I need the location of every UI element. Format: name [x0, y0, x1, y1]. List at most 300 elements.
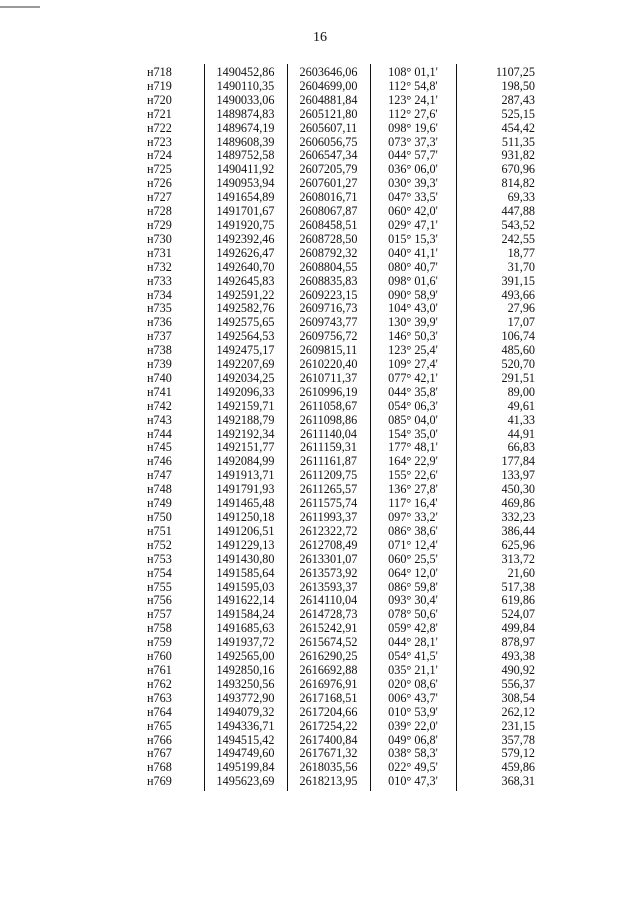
y-coordinate-cell: 2604881,84: [287, 94, 370, 108]
segment-length-cell: 27,96: [456, 302, 542, 316]
point-name-cell: н747: [147, 468, 172, 483]
direction-angle-cell: 123° 25,4': [370, 344, 456, 358]
direction-angle-cell: 130° 39,9': [370, 316, 456, 330]
point-name-cell: н740: [147, 370, 172, 385]
x-coordinate-cell: 1494749,60: [204, 747, 287, 761]
table-row: [120, 636, 542, 650]
point-name-cell: н766: [147, 732, 172, 747]
segment-length-cell: 556,37: [456, 678, 542, 692]
x-coordinate-cell: 1491937,72: [204, 636, 287, 650]
x-coordinate-cell: 1494079,32: [204, 706, 287, 720]
y-coordinate-cell: 2611140,04: [287, 428, 370, 442]
point-name-cell: н763: [147, 690, 172, 705]
y-coordinate-cell: 2610711,37: [287, 372, 370, 386]
direction-angle-cell: 086° 38,6': [370, 525, 456, 539]
y-coordinate-cell: 2618213,95: [287, 775, 370, 791]
segment-length-cell: 41,33: [456, 414, 542, 428]
direction-angle-cell: 022° 49,5': [370, 761, 456, 775]
direction-angle-cell: 054° 06,3': [370, 400, 456, 414]
direction-angle-cell: 123° 24,1': [370, 94, 456, 108]
x-coordinate-cell: 1495623,69: [204, 775, 287, 791]
segment-length-cell: 499,84: [456, 622, 542, 636]
y-coordinate-cell: 2607601,27: [287, 177, 370, 191]
segment-length-cell: 493,66: [456, 289, 542, 303]
direction-angle-cell: 112° 27,6': [370, 108, 456, 122]
segment-length-cell: 447,88: [456, 205, 542, 219]
table-row: [120, 720, 542, 734]
y-coordinate-cell: 2611098,86: [287, 414, 370, 428]
point-name-cell: н751: [147, 523, 172, 538]
point-name-cell: н736: [147, 315, 172, 330]
point-name-cell: н726: [147, 176, 172, 191]
table-row: [120, 664, 542, 678]
y-coordinate-cell: 2608835,83: [287, 275, 370, 289]
y-coordinate-cell: 2617671,32: [287, 747, 370, 761]
x-coordinate-cell: 1493772,90: [204, 692, 287, 706]
x-coordinate-cell: 1491250,18: [204, 511, 287, 525]
x-coordinate-cell: 1490953,94: [204, 177, 287, 191]
table-row: [120, 177, 542, 191]
table-row: [120, 483, 542, 497]
coordinates-table-body: [120, 64, 542, 791]
x-coordinate-cell: 1490033,06: [204, 94, 287, 108]
point-name-cell: н749: [147, 496, 172, 511]
segment-length-cell: 198,50: [456, 80, 542, 94]
y-coordinate-cell: 2609223,15: [287, 289, 370, 303]
point-name-cell: н722: [147, 120, 172, 135]
y-coordinate-cell: 2615242,91: [287, 622, 370, 636]
table-row: [120, 497, 542, 511]
direction-angle-cell: 073° 37,3': [370, 136, 456, 150]
direction-angle-cell: 047° 33,5': [370, 191, 456, 205]
point-name-cell: н720: [147, 92, 172, 107]
direction-angle-cell: 071° 12,4': [370, 539, 456, 553]
x-coordinate-cell: 1492645,83: [204, 275, 287, 289]
y-coordinate-cell: 2605607,11: [287, 122, 370, 136]
point-name-cell: н764: [147, 704, 172, 719]
segment-length-cell: 106,74: [456, 330, 542, 344]
table-row: [120, 358, 542, 372]
segment-length-cell: 49,61: [456, 400, 542, 414]
segment-length-cell: 450,30: [456, 483, 542, 497]
point-name-cell: н734: [147, 287, 172, 302]
segment-length-cell: 931,82: [456, 149, 542, 163]
y-coordinate-cell: 2609716,73: [287, 302, 370, 316]
point-name-cell: н768: [147, 760, 172, 775]
table-row: [120, 581, 542, 595]
direction-angle-cell: 044° 35,8': [370, 386, 456, 400]
segment-length-cell: 490,92: [456, 664, 542, 678]
direction-angle-cell: 006° 43,7': [370, 692, 456, 706]
table-row: [120, 302, 542, 316]
y-coordinate-cell: 2617254,22: [287, 720, 370, 734]
table-row: [120, 108, 542, 122]
y-coordinate-cell: 2609756,72: [287, 330, 370, 344]
point-name-cell: н758: [147, 621, 172, 636]
point-name-cell: н755: [147, 579, 172, 594]
direction-angle-cell: 029° 47,1': [370, 219, 456, 233]
direction-angle-cell: 060° 25,5': [370, 553, 456, 567]
x-coordinate-cell: 1489752,58: [204, 149, 287, 163]
x-coordinate-cell: 1492640,70: [204, 261, 287, 275]
segment-length-cell: 579,12: [456, 747, 542, 761]
segment-length-cell: 459,86: [456, 761, 542, 775]
x-coordinate-cell: 1489674,19: [204, 122, 287, 136]
segment-length-cell: 670,96: [456, 163, 542, 177]
segment-length-cell: 89,00: [456, 386, 542, 400]
table-row: [120, 706, 542, 720]
x-coordinate-cell: 1491430,80: [204, 553, 287, 567]
direction-angle-cell: 040° 41,1': [370, 247, 456, 261]
x-coordinate-cell: 1489874,83: [204, 108, 287, 122]
direction-angle-cell: 109° 27,4': [370, 358, 456, 372]
table-row: [120, 80, 542, 94]
point-name-cell: н759: [147, 635, 172, 650]
direction-angle-cell: 078° 50,6': [370, 608, 456, 622]
x-coordinate-cell: 1491584,24: [204, 608, 287, 622]
point-name-cell: н748: [147, 482, 172, 497]
x-coordinate-cell: 1492591,22: [204, 289, 287, 303]
y-coordinate-cell: 2613573,92: [287, 567, 370, 581]
y-coordinate-cell: 2617204,66: [287, 706, 370, 720]
y-coordinate-cell: 2613593,37: [287, 581, 370, 595]
segment-length-cell: 543,52: [456, 219, 542, 233]
y-coordinate-cell: 2617400,84: [287, 734, 370, 748]
x-coordinate-cell: 1491229,13: [204, 539, 287, 553]
direction-angle-cell: 136° 27,8': [370, 483, 456, 497]
direction-angle-cell: 039° 22,0': [370, 720, 456, 734]
point-name-cell: н750: [147, 510, 172, 524]
y-coordinate-cell: 2612708,49: [287, 539, 370, 553]
point-name-cell: н730: [147, 231, 172, 246]
scan-edge-mark: [0, 0, 40, 8]
table-row: [120, 344, 542, 358]
point-name-cell: н744: [147, 426, 172, 441]
table-row: [120, 219, 542, 233]
point-name-cell: н752: [147, 537, 172, 552]
point-name-cell: н765: [147, 718, 172, 733]
table-row: [120, 511, 542, 525]
segment-length-cell: 44,91: [456, 428, 542, 442]
direction-angle-cell: 093° 30,4': [370, 594, 456, 608]
direction-angle-cell: 155° 22,6': [370, 469, 456, 483]
y-coordinate-cell: 2613301,07: [287, 553, 370, 567]
table-row: [120, 567, 542, 581]
point-name-cell: н761: [147, 662, 172, 677]
x-coordinate-cell: 1490110,35: [204, 80, 287, 94]
table-row: [120, 761, 542, 775]
x-coordinate-cell: 1492850,16: [204, 664, 287, 678]
y-coordinate-cell: 2618035,56: [287, 761, 370, 775]
y-coordinate-cell: 2614110,04: [287, 594, 370, 608]
direction-angle-cell: 054° 41,5': [370, 650, 456, 664]
table-row: [120, 594, 542, 608]
point-name-cell: н724: [147, 148, 172, 163]
y-coordinate-cell: 2604699,00: [287, 80, 370, 94]
direction-angle-cell: 015° 15,3': [370, 233, 456, 247]
segment-length-cell: 291,51: [456, 372, 542, 386]
x-coordinate-cell: 1492084,99: [204, 455, 287, 469]
table-row: [120, 316, 542, 330]
table-row: [120, 525, 542, 539]
segment-length-cell: 69,33: [456, 191, 542, 205]
table-row: [120, 386, 542, 400]
x-coordinate-cell: 1491791,93: [204, 483, 287, 497]
table-row: [120, 622, 542, 636]
direction-angle-cell: 154° 35,0': [370, 428, 456, 442]
segment-length-cell: 814,82: [456, 177, 542, 191]
point-name-cell: н727: [147, 190, 172, 205]
x-coordinate-cell: 1492475,17: [204, 344, 287, 358]
y-coordinate-cell: 2615674,52: [287, 636, 370, 650]
table-row: [120, 469, 542, 483]
segment-length-cell: 357,78: [456, 734, 542, 748]
point-name-cell: н737: [147, 329, 172, 344]
y-coordinate-cell: 2611575,74: [287, 497, 370, 511]
direction-angle-cell: 098° 01,6': [370, 275, 456, 289]
y-coordinate-cell: 2608728,50: [287, 233, 370, 247]
x-coordinate-cell: 1490452,86: [204, 64, 287, 80]
table-row: [120, 692, 542, 706]
segment-length-cell: 619,86: [456, 594, 542, 608]
point-name-cell: н739: [147, 357, 172, 372]
table-row: [120, 441, 542, 455]
segment-length-cell: 1107,25: [456, 64, 542, 80]
segment-length-cell: 517,38: [456, 581, 542, 595]
segment-length-cell: 368,31: [456, 775, 542, 791]
x-coordinate-cell: 1492159,71: [204, 400, 287, 414]
point-name-cell: н735: [147, 301, 172, 316]
point-name-cell: н762: [147, 676, 172, 691]
direction-angle-cell: 177° 48,1': [370, 441, 456, 455]
x-coordinate-cell: 1491654,89: [204, 191, 287, 205]
direction-angle-cell: 080° 40,7': [370, 261, 456, 275]
direction-angle-cell: 030° 39,3': [370, 177, 456, 191]
table-row: [120, 94, 542, 108]
coordinates-table: [120, 64, 542, 791]
table-row: [120, 608, 542, 622]
segment-length-cell: 625,96: [456, 539, 542, 553]
direction-angle-cell: 020° 08,6': [370, 678, 456, 692]
point-name-cell: н756: [147, 593, 172, 608]
direction-angle-cell: 010° 47,3': [370, 775, 456, 791]
segment-length-cell: 524,07: [456, 608, 542, 622]
segment-length-cell: 177,84: [456, 455, 542, 469]
table-row: [120, 455, 542, 469]
segment-length-cell: 525,15: [456, 108, 542, 122]
table-row: [120, 289, 542, 303]
direction-angle-cell: 049° 06,8': [370, 734, 456, 748]
y-coordinate-cell: 2610220,40: [287, 358, 370, 372]
y-coordinate-cell: 2611993,37: [287, 511, 370, 525]
segment-length-cell: 454,42: [456, 122, 542, 136]
x-coordinate-cell: 1491585,64: [204, 567, 287, 581]
x-coordinate-cell: 1491685,63: [204, 622, 287, 636]
y-coordinate-cell: 2608016,71: [287, 191, 370, 205]
direction-angle-cell: 060° 42,0': [370, 205, 456, 219]
point-name-cell: н769: [147, 774, 172, 789]
table-row: [120, 149, 542, 163]
segment-length-cell: 511,35: [456, 136, 542, 150]
x-coordinate-cell: 1492034,25: [204, 372, 287, 386]
y-coordinate-cell: 2609815,11: [287, 344, 370, 358]
y-coordinate-cell: 2612322,72: [287, 525, 370, 539]
direction-angle-cell: 010° 53,9': [370, 706, 456, 720]
table-row: [120, 734, 542, 748]
table-row: [120, 247, 542, 261]
x-coordinate-cell: 1491465,48: [204, 497, 287, 511]
point-name-cell: н733: [147, 273, 172, 288]
table-row: [120, 64, 542, 80]
segment-length-cell: 332,23: [456, 511, 542, 525]
direction-angle-cell: 077° 42,1': [370, 372, 456, 386]
table-row: [120, 747, 542, 761]
y-coordinate-cell: 2603646,06: [287, 64, 370, 80]
table-row: [120, 678, 542, 692]
y-coordinate-cell: 2608458,51: [287, 219, 370, 233]
table-row: [120, 330, 542, 344]
x-coordinate-cell: 1492575,65: [204, 316, 287, 330]
x-coordinate-cell: 1492626,47: [204, 247, 287, 261]
segment-length-cell: 242,55: [456, 233, 542, 247]
y-coordinate-cell: 2611161,87: [287, 455, 370, 469]
direction-angle-cell: 038° 58,3': [370, 747, 456, 761]
segment-length-cell: 66,83: [456, 441, 542, 455]
segment-length-cell: 18,77: [456, 247, 542, 261]
table-row: [120, 400, 542, 414]
segment-length-cell: 31,70: [456, 261, 542, 275]
point-name-cell: н743: [147, 412, 172, 427]
point-name-cell: н757: [147, 607, 172, 622]
x-coordinate-cell: 1492207,69: [204, 358, 287, 372]
point-name-cell: н754: [147, 565, 172, 580]
y-coordinate-cell: 2609743,77: [287, 316, 370, 330]
y-coordinate-cell: 2608804,55: [287, 261, 370, 275]
x-coordinate-cell: 1492188,79: [204, 414, 287, 428]
direction-angle-cell: 044° 57,7': [370, 149, 456, 163]
segment-length-cell: 485,60: [456, 344, 542, 358]
table-row: [120, 261, 542, 275]
direction-angle-cell: 085° 04,0': [370, 414, 456, 428]
point-name-cell: н742: [147, 398, 172, 413]
direction-angle-cell: 090° 58,9': [370, 289, 456, 303]
y-coordinate-cell: 2611209,75: [287, 469, 370, 483]
direction-angle-cell: 035° 21,1': [370, 664, 456, 678]
direction-angle-cell: 098° 19,6': [370, 122, 456, 136]
x-coordinate-cell: 1490411,92: [204, 163, 287, 177]
table-row: [120, 136, 542, 150]
segment-length-cell: 391,15: [456, 275, 542, 289]
y-coordinate-cell: 2616692,88: [287, 664, 370, 678]
point-name-cell: н746: [147, 454, 172, 469]
point-name-cell: н738: [147, 343, 172, 358]
point-name-cell: н745: [147, 440, 172, 455]
direction-angle-cell: 097° 33,2': [370, 511, 456, 525]
y-coordinate-cell: 2614728,73: [287, 608, 370, 622]
x-coordinate-cell: 1492151,77: [204, 441, 287, 455]
x-coordinate-cell: 1492565,00: [204, 650, 287, 664]
segment-length-cell: 21,60: [456, 567, 542, 581]
point-name-cell: н760: [147, 649, 172, 664]
x-coordinate-cell: 1492392,46: [204, 233, 287, 247]
point-name-cell: н741: [147, 384, 172, 399]
x-coordinate-cell: 1491206,51: [204, 525, 287, 539]
point-name-cell: н721: [147, 106, 172, 121]
y-coordinate-cell: 2617168,51: [287, 692, 370, 706]
x-coordinate-cell: 1492582,76: [204, 302, 287, 316]
segment-length-cell: 231,15: [456, 720, 542, 734]
table-row: [120, 275, 542, 289]
direction-angle-cell: 112° 54,8': [370, 80, 456, 94]
point-name-cell: н732: [147, 259, 172, 274]
segment-length-cell: 878,97: [456, 636, 542, 650]
table-row: [120, 428, 542, 442]
direction-angle-cell: 064° 12,0': [370, 567, 456, 581]
y-coordinate-cell: 2606547,34: [287, 149, 370, 163]
x-coordinate-cell: 1491913,71: [204, 469, 287, 483]
segment-length-cell: 133,97: [456, 469, 542, 483]
y-coordinate-cell: 2608067,87: [287, 205, 370, 219]
direction-angle-cell: 036° 06,0': [370, 163, 456, 177]
y-coordinate-cell: 2616976,91: [287, 678, 370, 692]
point-name-cell: н718: [147, 65, 172, 79]
segment-length-cell: 520,70: [456, 358, 542, 372]
table-row: [120, 372, 542, 386]
point-name-cell: н728: [147, 204, 172, 219]
segment-length-cell: 386,44: [456, 525, 542, 539]
x-coordinate-cell: 1492192,34: [204, 428, 287, 442]
x-coordinate-cell: 1492564,53: [204, 330, 287, 344]
segment-length-cell: 469,86: [456, 497, 542, 511]
segment-length-cell: 262,12: [456, 706, 542, 720]
point-name-cell: н725: [147, 162, 172, 177]
direction-angle-cell: 059° 42,8': [370, 622, 456, 636]
table-row: [120, 650, 542, 664]
point-name-cell: н731: [147, 245, 172, 260]
y-coordinate-cell: 2607205,79: [287, 163, 370, 177]
x-coordinate-cell: 1493250,56: [204, 678, 287, 692]
table-row: [120, 233, 542, 247]
point-name-cell: н753: [147, 551, 172, 566]
point-name-cell: н719: [147, 78, 172, 93]
direction-angle-cell: 117° 16,4': [370, 497, 456, 511]
x-coordinate-cell: 1494336,71: [204, 720, 287, 734]
y-coordinate-cell: 2605121,80: [287, 108, 370, 122]
direction-angle-cell: 086° 59,8': [370, 581, 456, 595]
y-coordinate-cell: 2616290,25: [287, 650, 370, 664]
direction-angle-cell: 164° 22,9': [370, 455, 456, 469]
direction-angle-cell: 146° 50,3': [370, 330, 456, 344]
x-coordinate-cell: 1491622,14: [204, 594, 287, 608]
y-coordinate-cell: 2611159,31: [287, 441, 370, 455]
table-row: [120, 122, 542, 136]
y-coordinate-cell: 2610996,19: [287, 386, 370, 400]
x-coordinate-cell: 1491701,67: [204, 205, 287, 219]
table-row: [120, 191, 542, 205]
y-coordinate-cell: 2611058,67: [287, 400, 370, 414]
table-row: [120, 163, 542, 177]
segment-length-cell: 287,43: [456, 94, 542, 108]
direction-angle-cell: 108° 01,1': [370, 64, 456, 80]
point-name-cell: н729: [147, 217, 172, 232]
table-row: [120, 539, 542, 553]
segment-length-cell: 17,07: [456, 316, 542, 330]
x-coordinate-cell: 1491595,03: [204, 581, 287, 595]
x-coordinate-cell: 1495199,84: [204, 761, 287, 775]
x-coordinate-cell: 1492096,33: [204, 386, 287, 400]
point-name-cell: н767: [147, 746, 172, 761]
table-row: [120, 205, 542, 219]
